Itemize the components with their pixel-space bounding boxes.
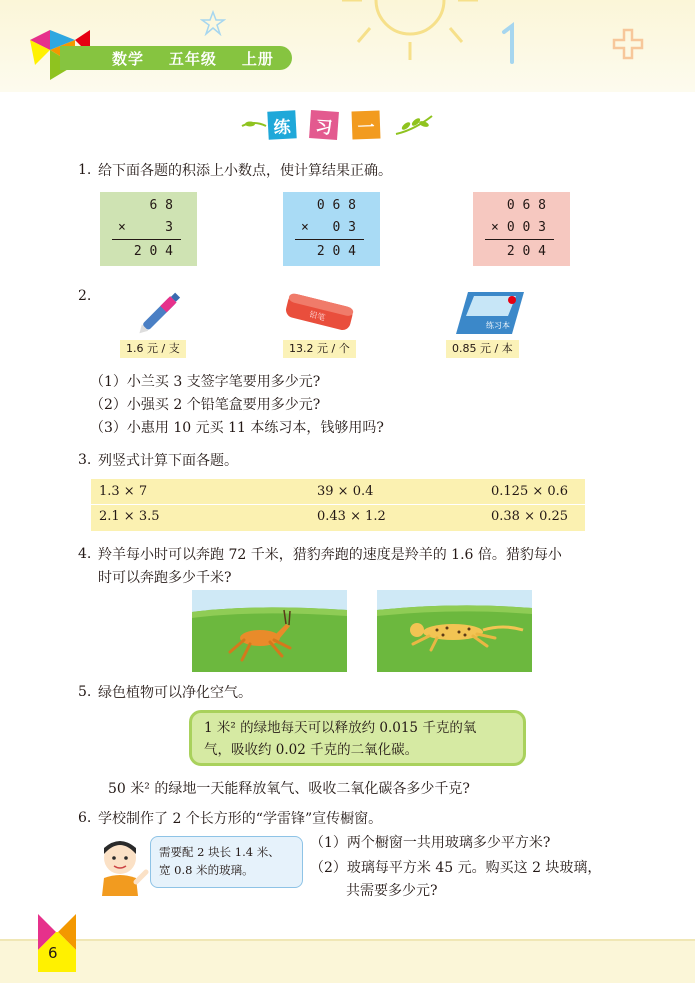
fact-note-box [189,710,526,766]
title-char-1: 练 [267,110,296,139]
calc-3-result: 2 0 4 [506,244,546,259]
number-one-doodle-icon [500,22,520,66]
sun-decoration-icon [330,0,490,70]
header-grade: 五年级 [168,50,217,68]
calc-3-line [485,239,554,240]
title-char-2: 习 [309,110,339,140]
q6-number: 6. [78,810,92,826]
q1-number: 1. [78,162,92,178]
calc-3-a: 0 6 8 [506,198,546,213]
svg-text:铅笔: 铅笔 [308,309,327,323]
title-char-3: 一 [352,111,381,140]
q3-cell-4: 2.1 × 3.5 [99,509,160,524]
footer-line [0,939,695,941]
calc-3-op: × [491,220,499,235]
grid-divider [91,504,585,505]
q3-problem-grid [91,479,585,531]
bubble-line-2: 宽 0.8 米的玻璃。 [159,863,254,877]
q3-cell-2: 39 × 0.4 [317,484,374,499]
calc-box-2 [283,192,380,266]
calc-2-line [295,239,364,240]
q6-sub-1: （1）两个橱窗一共用玻璃多少平方米? [310,835,551,851]
exercise-title [268,111,434,139]
header-subject: 数学 [112,50,145,68]
price-pen: 1.6 元 / 支 [120,340,186,358]
note-line-1: 1 米² 的绿地每天可以释放约 0.015 千克的氧 [204,720,477,736]
cheetah-scene-image [377,590,532,672]
calc-2-result: 2 0 4 [316,244,356,259]
calc-2-op: × [301,220,309,235]
q3-number: 3. [78,452,92,468]
q5-number: 5. [78,684,92,700]
q2-item-2: （2）小强买 2 个铅笔盒要用多少元? [90,397,321,413]
note-line-2: 气，吸收约 0.02 千克的二氧化碳。 [204,742,419,758]
student-boy-icon [92,836,150,896]
q3-cell-1: 1.3 × 7 [99,484,148,499]
q2-item-1: （1）小兰买 3 支签字笔要用多少元? [90,374,321,390]
notebook-icon [454,290,526,336]
bubble-line-1: 需要配 2 块长 1.4 米、 [159,845,280,859]
q4-number: 4. [78,546,92,562]
q4-line-2: 时可以奔跑多少千米? [98,570,232,586]
footer-background [0,939,695,983]
q3-cell-6: 0.38 × 0.25 [491,509,569,524]
calc-1-line [112,239,181,240]
q6-text: 学校制作了 2 个长方形的“学雷锋”宣传橱窗。 [98,811,383,827]
q3-cell-3: 0.125 × 0.6 [491,484,569,499]
calc-1-a: 6 8 [149,198,173,213]
calc-box-3 [473,192,570,266]
calc-2-a: 0 6 8 [316,198,356,213]
price-notebook: 0.85 元 / 本 [446,340,519,358]
header-volume: 上册 [241,50,274,68]
pen-icon [136,288,186,334]
pencil-case-icon [282,292,356,334]
antelope-scene-image [192,590,347,672]
notebook-label: 练习本 [486,321,510,330]
leaf-left-icon [240,116,268,136]
calc-2-b: 0 3 [332,220,356,235]
q6-sub-2: （2）玻璃每平方米 45 元。购买这 2 块玻璃， [310,860,602,876]
calc-1-b: 3 [165,220,173,235]
q3-cell-5: 0.43 × 1.2 [317,509,386,524]
speech-bubble [150,836,303,888]
page-number: 6 [48,944,58,962]
q4-line-1: 羚羊每小时可以奔跑 72 千米，猎豹奔跑的速度是羚羊的 1.6 倍。猎豹每小 [98,547,562,563]
q6-sub-2-cont: 共需要多少元? [346,883,438,899]
calc-1-result: 2 0 4 [133,244,173,259]
price-pencil-case: 13.2 元 / 个 [283,340,356,358]
calc-box-1 [100,192,197,266]
q1-text: 给下面各题的积添上小数点，使计算结果正确。 [98,163,392,179]
q5-question: 50 米² 的绿地一天能释放氧气、吸收二氧化碳各多少千克? [108,781,470,797]
q2-item-3: （3）小惠用 10 元买 11 本练习本，钱够用吗? [90,420,384,436]
calc-1-op: × [118,220,126,235]
plus-doodle-icon [612,28,644,60]
header-title [112,48,274,69]
q5-text: 绿色植物可以净化空气。 [98,685,252,701]
tangram-corner-icon [36,912,78,974]
q2-number: 2. [78,288,92,304]
leaf-branch-icon [394,112,434,138]
star-doodle-icon [200,10,226,36]
q3-text: 列竖式计算下面各题。 [98,453,238,469]
calc-3-b: 0 0 3 [506,220,546,235]
